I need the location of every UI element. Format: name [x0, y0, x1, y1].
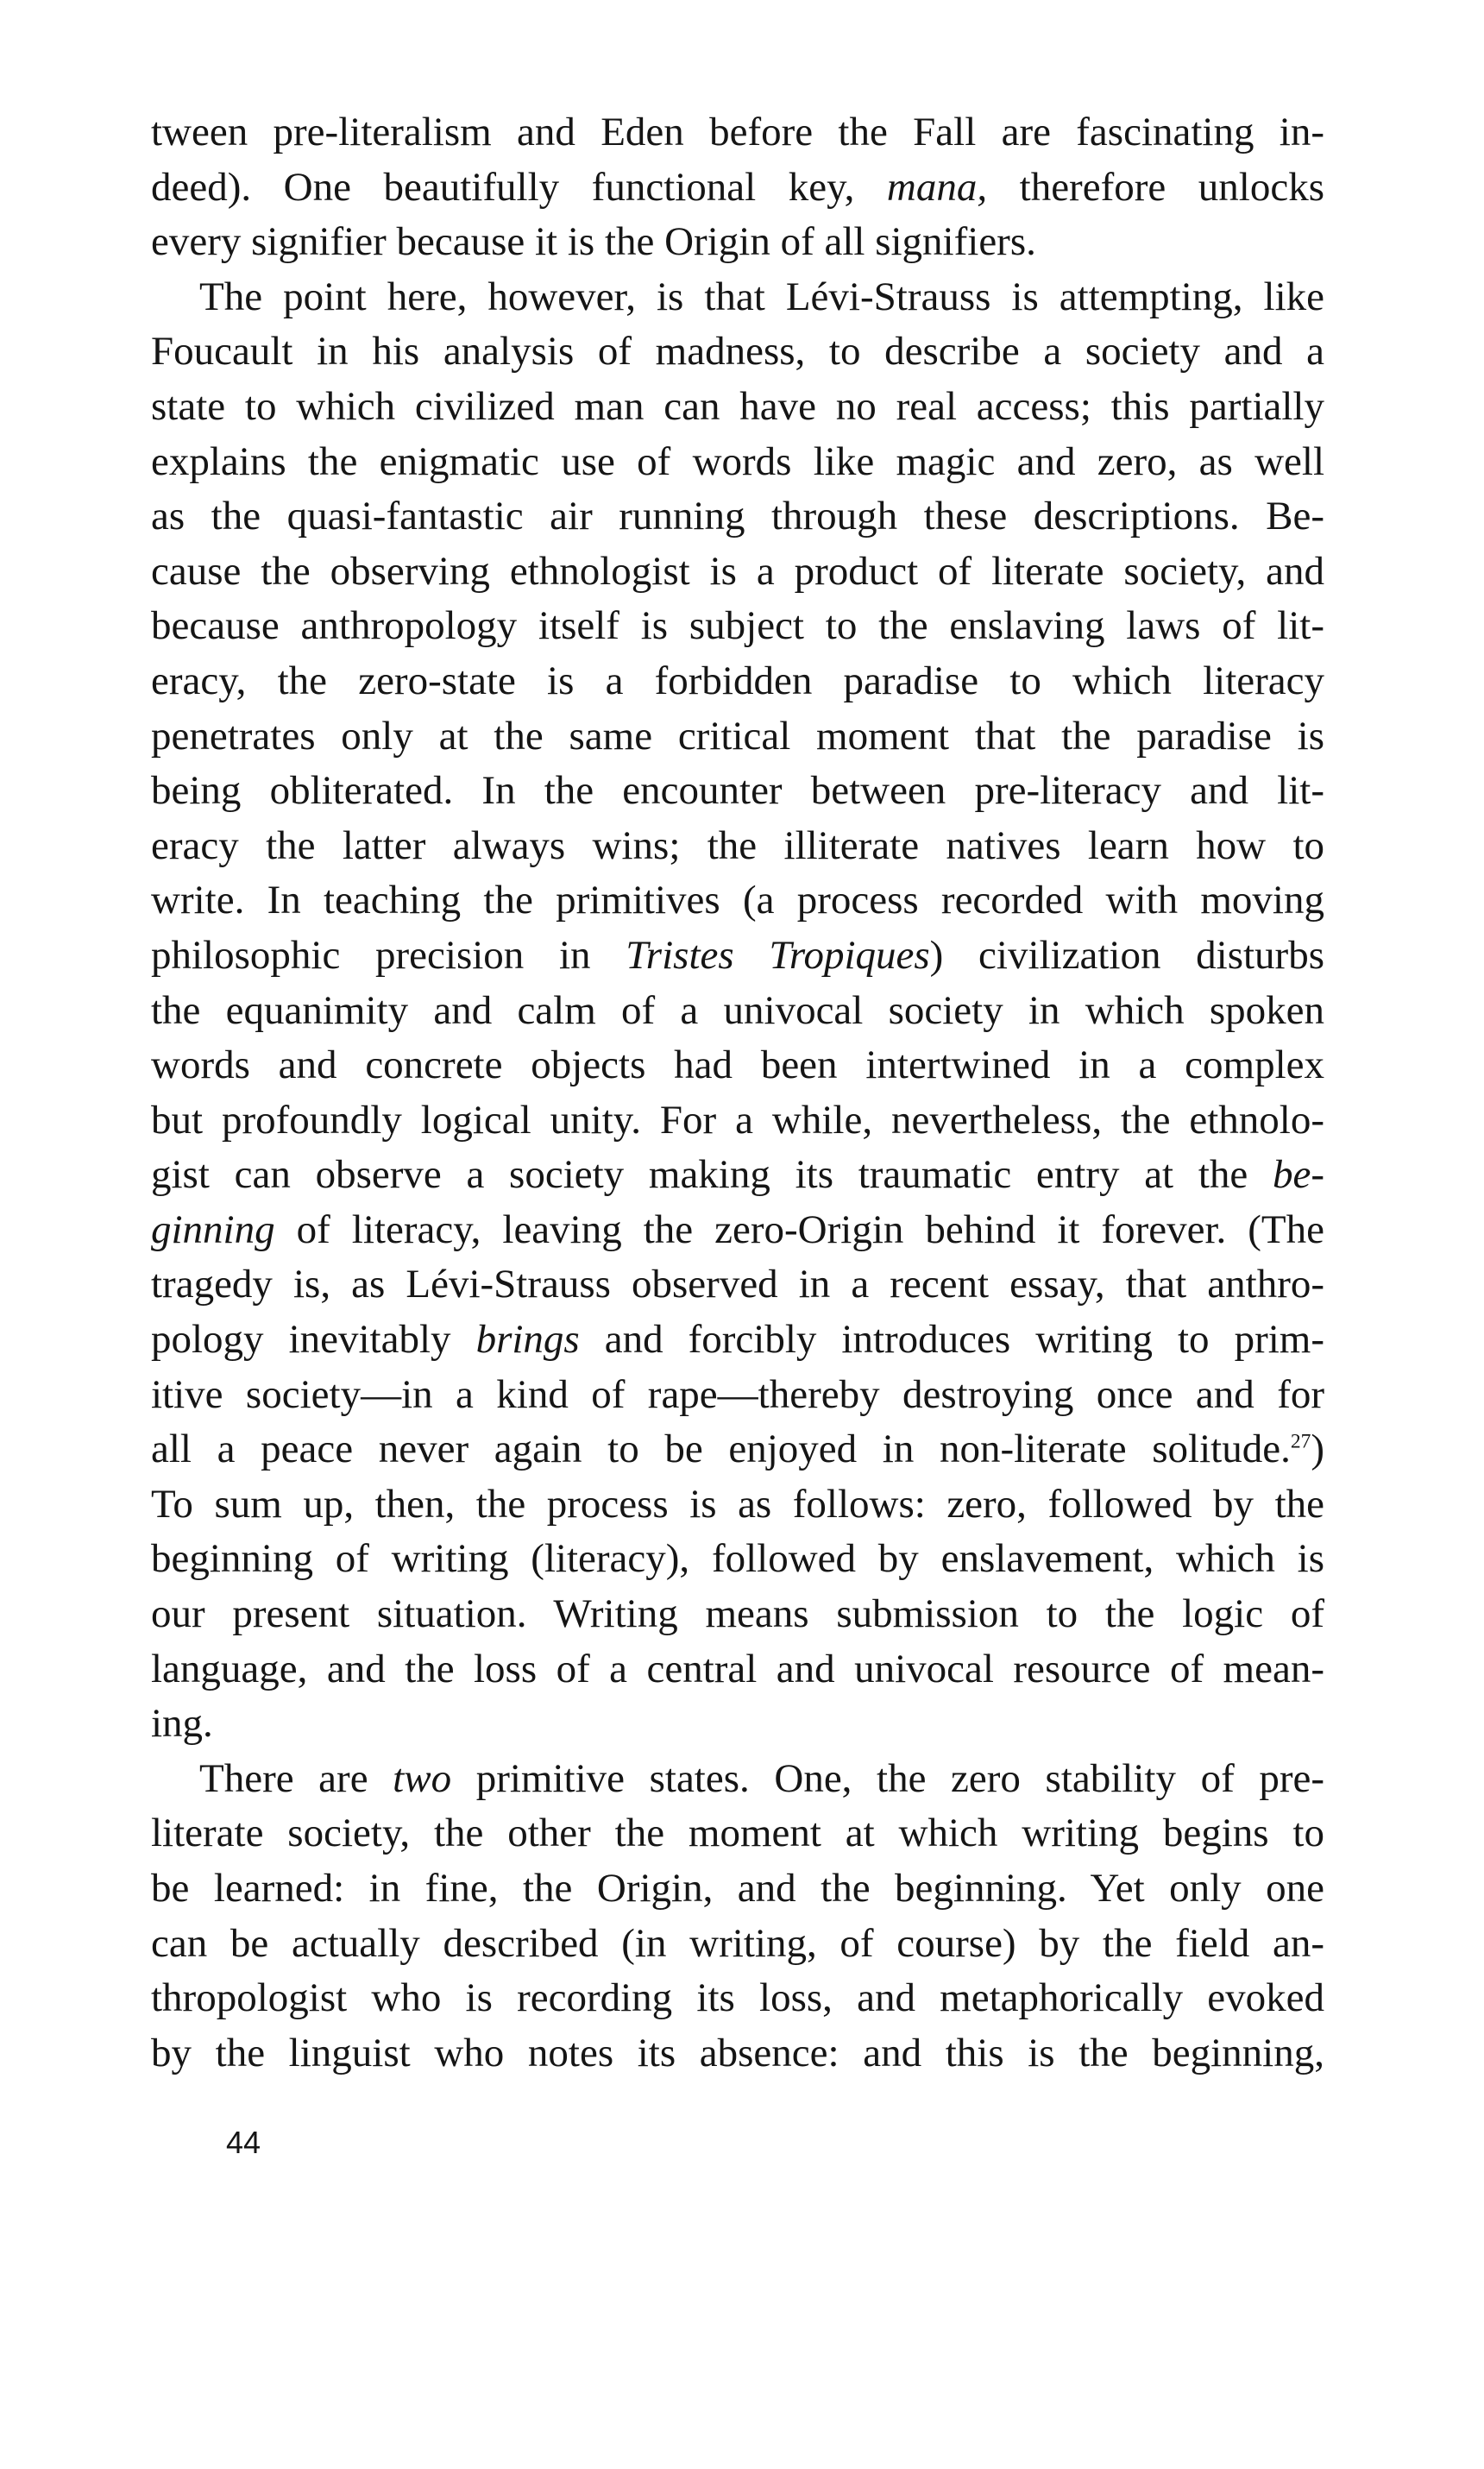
text-line	[151, 1368, 1324, 1423]
text-segment: be learned: in fine, the Origin, and the beginning. Yet only one	[151, 1866, 1324, 1911]
text-segment: all a peace never again to be enjoyed in non-literate solitude.	[151, 1427, 1291, 1472]
text-line	[151, 929, 1324, 984]
text-segment: cause the observing ethnologist is a product of literate society, and	[151, 548, 1324, 594]
text-line	[151, 1257, 1324, 1313]
text-line	[151, 1752, 1324, 1807]
text-line	[151, 1148, 1324, 1203]
text-line	[151, 709, 1324, 765]
text-segment: eracy, the zero-state is a forbidden paradise to which literacy	[151, 658, 1324, 703]
text-line	[151, 435, 1324, 490]
text-segment: our present situation. Writing means submission to the logic of	[151, 1591, 1324, 1637]
text-line	[151, 1917, 1324, 1972]
text-line	[151, 1477, 1324, 1533]
text-line	[151, 380, 1324, 435]
text-segment: To sum up, then, the process is as follows: zero, followed by the	[151, 1481, 1324, 1527]
text-line	[151, 215, 1324, 270]
text-line	[151, 1642, 1324, 1697]
text-segment: The point here, however, is that Lévi-Strauss is attempting, like	[199, 274, 1324, 319]
text-segment: ) civilization disturbs	[929, 932, 1324, 978]
text-segment: deed). One beautifully functional key,	[151, 164, 887, 210]
text-segment: every signifier because it is the Origin of all signifiers.	[151, 219, 1036, 265]
text-line	[151, 1203, 1324, 1258]
text-line	[151, 489, 1324, 545]
text-segment: gist can observe a society making its traumatic entry at the	[151, 1152, 1273, 1198]
text-line	[151, 545, 1324, 600]
text-line	[151, 1861, 1324, 1917]
text-segment: as the quasi-fantastic air running through these descriptions. Be-	[151, 494, 1324, 539]
text-segment: therefore unlocks	[987, 164, 1324, 210]
text-segment: but profoundly logical unity. For a while, nevertheless, the ethnolo-	[151, 1097, 1324, 1143]
text-segment: )	[1311, 1427, 1324, 1472]
text-segment: thropologist who is recording its loss, and metaphorically evoked	[151, 1975, 1324, 2021]
text-line	[151, 819, 1324, 874]
text-segment: write. In teaching the primitives (a process recorded with moving	[151, 878, 1324, 923]
text-segment: tween pre-literalism and Eden before the Fall are fascinating in-	[151, 110, 1324, 154]
text-segment: and forcibly introduces writing to prim-	[579, 1317, 1324, 1363]
text-segment: pology inevitably	[151, 1317, 476, 1363]
text-line	[151, 599, 1324, 654]
text-segment: itive society—in a kind of rape—thereby destroying once and for	[151, 1371, 1324, 1417]
text-segment: philosophic precision in	[151, 932, 626, 978]
text-line	[151, 984, 1324, 1039]
italic-text: Tristes Tropiques	[626, 932, 930, 978]
text-line	[151, 1313, 1324, 1368]
text-line	[151, 873, 1324, 929]
text-line	[151, 1697, 1324, 1752]
footnote-marker: 27	[1290, 1430, 1311, 1453]
text-line	[151, 654, 1324, 709]
text-segment: of literacy, leaving the zero-Origin behind it forever. (The	[274, 1206, 1324, 1252]
italic-text: brings	[475, 1317, 580, 1363]
text-segment: words and concrete objects had been intertwined in a complex	[151, 1042, 1324, 1088]
text-line	[151, 1806, 1324, 1861]
text-segment: language, and the loss of a central and univocal resource of mean-	[151, 1646, 1324, 1691]
page-number: 44	[226, 2125, 261, 2160]
text-line	[151, 1532, 1324, 1587]
text-line	[151, 1971, 1324, 2026]
italic-text: ginning	[151, 1206, 275, 1252]
text-segment: the equanimity and calm of a univocal society in which spoken	[151, 987, 1324, 1033]
text-segment: beginning of writing (literacy), followed by enslavement, which is	[151, 1536, 1324, 1582]
text-line	[151, 270, 1324, 325]
text-segment: Foucault in his analysis of madness, to describe a society and a	[151, 329, 1324, 375]
text-segment: state to which civilized man can have no real access; this partially	[151, 383, 1324, 429]
text-line	[151, 105, 1324, 161]
text-segment: primitive states. One, the zero stability of pre-	[451, 1755, 1324, 1801]
text-segment: ing.	[151, 1701, 213, 1747]
text-line	[151, 324, 1324, 380]
italic-text: mana,	[886, 164, 988, 210]
text-segment: because anthropology itself is subject to the enslaving laws of lit-	[151, 603, 1324, 649]
text-line	[151, 1422, 1324, 1477]
text-line	[151, 1038, 1324, 1093]
text-line	[151, 2026, 1324, 2082]
italic-text: be-	[1272, 1152, 1324, 1198]
text-segment: There are	[199, 1755, 393, 1801]
text-line	[151, 1587, 1324, 1642]
text-line	[151, 161, 1324, 216]
text-segment: explains the enigmatic use of words like magic and zero, as well	[151, 438, 1324, 484]
text-segment: penetrates only at the same critical moment that the paradise is	[151, 713, 1324, 759]
text-segment: eracy the latter always wins; the illiterate natives learn how to	[151, 822, 1324, 868]
text-line	[151, 1093, 1324, 1149]
text-segment: tragedy is, as Lévi-Strauss observed in a recent essay, that anthro-	[151, 1262, 1324, 1307]
italic-text: two	[393, 1755, 452, 1801]
text-segment: being obliterated. In the encounter between pre-literacy and lit-	[151, 768, 1324, 814]
text-segment: can be actually described (in writing, of course) by the field an-	[151, 1920, 1324, 1966]
text-segment: literate society, the other the moment at which writing begins to	[151, 1811, 1324, 1856]
text-segment: by the linguist who notes its absence: and this is the beginning,	[151, 2030, 1324, 2075]
body-text	[151, 105, 1324, 2081]
text-line	[151, 764, 1324, 819]
